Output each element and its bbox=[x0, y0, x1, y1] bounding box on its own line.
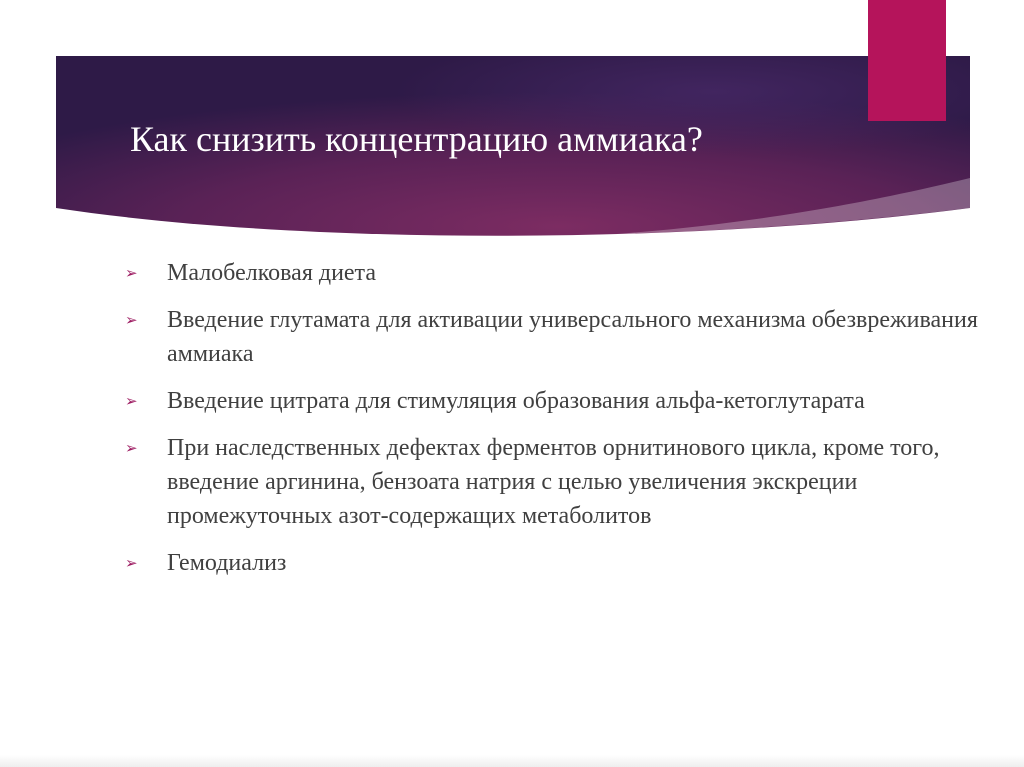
bullet-text: Малобелковая диета bbox=[167, 260, 376, 286]
bullet-item bbox=[125, 303, 985, 371]
arrow-bullet-icon: ➢ bbox=[125, 264, 138, 282]
bullet-item bbox=[125, 431, 985, 533]
bullet-text: Введение глутамата для активации универсального механизма обезвреживания аммиака bbox=[167, 307, 978, 367]
bullet-text: Введение цитрата для стимуляция образования альфа-кетоглутарата bbox=[167, 388, 865, 414]
bullet-item bbox=[125, 384, 985, 418]
bullet-list bbox=[125, 256, 985, 593]
bullet-text: При наследственных дефектах ферментов орнитинового цикла, кроме того, введение аргинина, бензоата натрия с целью увеличения экскреции промежуточных азот-содержащих метаболитов bbox=[167, 435, 940, 529]
arrow-bullet-icon: ➢ bbox=[125, 554, 138, 572]
arrow-bullet-icon: ➢ bbox=[125, 439, 138, 457]
bullet-item bbox=[125, 546, 985, 580]
arrow-bullet-icon: ➢ bbox=[125, 392, 138, 410]
accent-rectangle bbox=[868, 0, 946, 121]
slide-title: Как снизить концентрацию аммиака? bbox=[130, 119, 703, 159]
bullet-text: Гемодиализ bbox=[167, 550, 287, 576]
bullet-item bbox=[125, 256, 985, 290]
arrow-bullet-icon: ➢ bbox=[125, 311, 138, 329]
